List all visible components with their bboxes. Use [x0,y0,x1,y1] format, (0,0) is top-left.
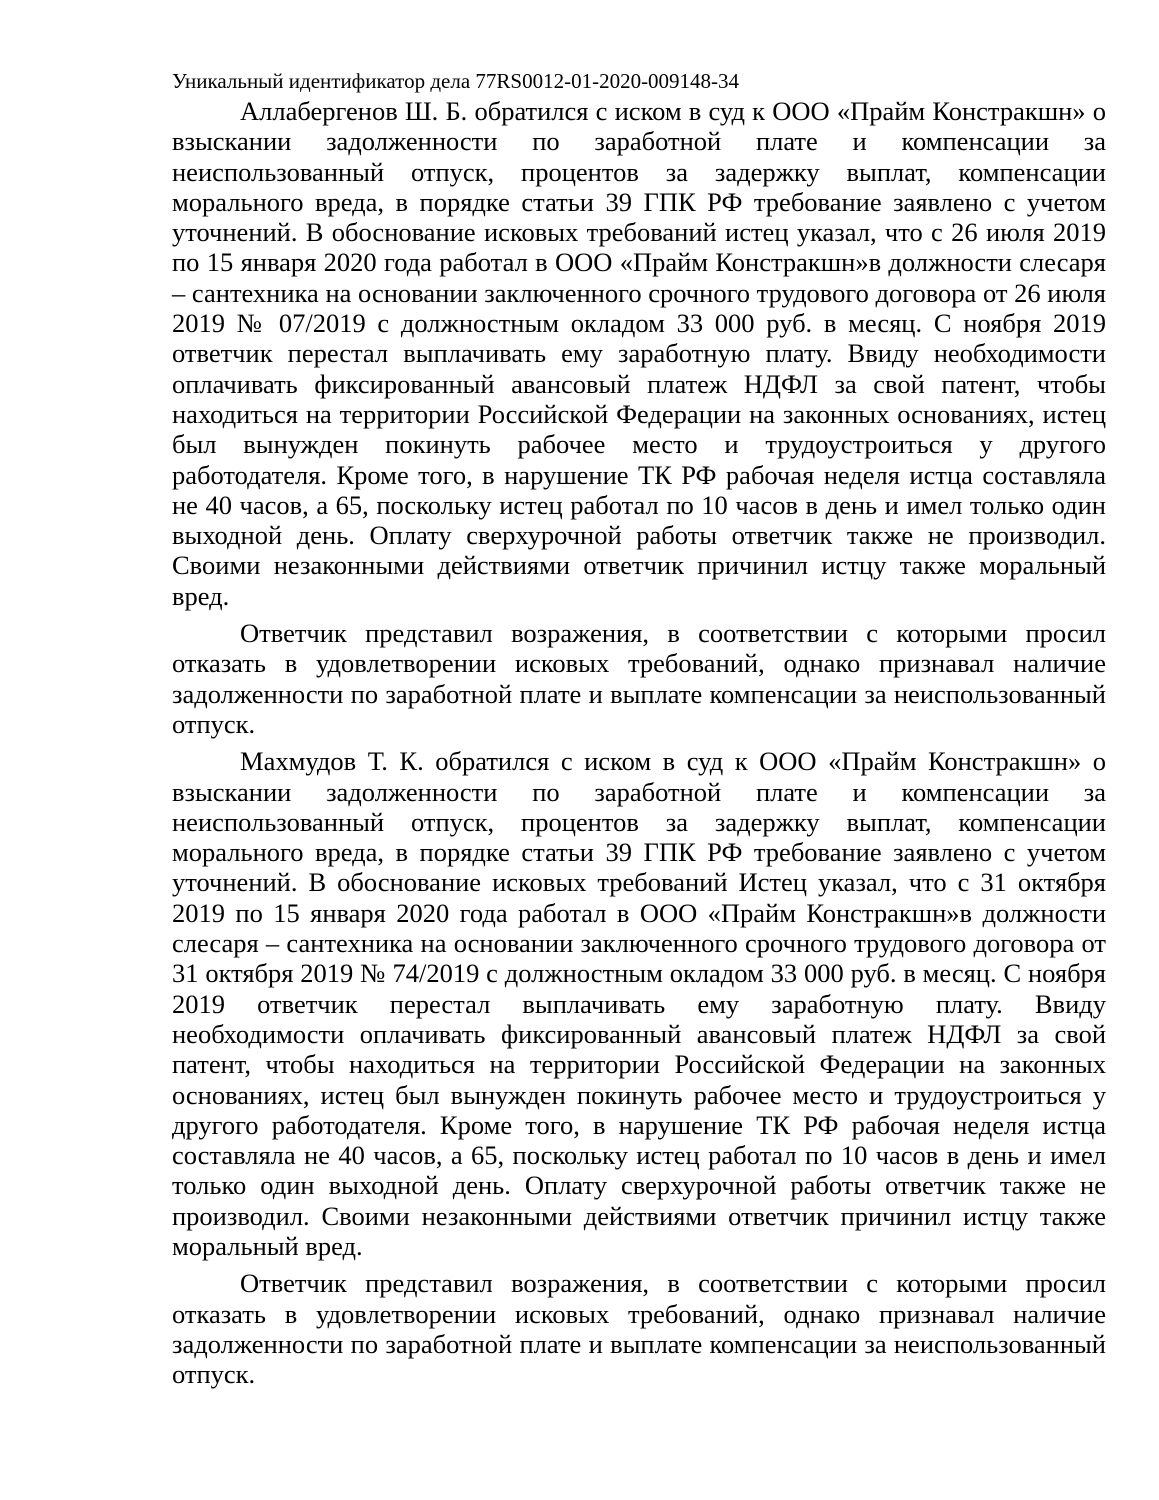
document-body [172,66,1106,1389]
paragraph-claim-makhmudov: Махмудов Т. К. обратился с иском в суд к ООО «Прайм Констракшн» о взыскании задолженности по заработной плате и компенсации за неиспользованный отпуск, процентов за задержку выплат, компенсации морального вреда, в порядке статьи 39 ГПК РФ требование заявлено с учетом уточнений. В обоснование исковых требований Истец указал, что с 31 октября 2019 по 15 января 2020 года работал в ООО «Прайм Констракшн»в должности слесаря – сантехника на основании заключенного срочного трудового договора от 31 октября 2019 № 74/2019 с должностным окладом 33 000 руб. в месяц. С ноября 2019 ответчик перестал выплачивать ему заработную плату. Ввиду необходимости оплачивать фиксированный авансовый платеж НДФЛ за свой патент, чтобы находиться на территории Российской Федерации на законных основаниях, истец был вынужден покинуть рабочее место и трудоустроиться у другого работодателя. Кроме того, в нарушение ТК РФ рабочая неделя истца составляла не 40 часов, а 65, поскольку истец работал по 10 часов в день и имел только один выходной день. Оплату сверхурочной работы ответчик также не производил. Своими незаконными действиями ответчик причинил истцу также моральный вред. [172,746,1106,1261]
paragraph-claim-allabergenov: Аллабергенов Ш. Б. обратился с иском в суд к ООО «Прайм Констракшн» о взыскании задолженности по заработной плате и компенсации за неиспользованный отпуск, процентов за задержку выплат, компенсации морального вреда, в порядке статьи 39 ГПК РФ требование заявлено с учетом уточнений. В обоснование исковых требований истец указал, что с 26 июля 2019 по 15 января 2020 года работал в ООО «Прайм Констракшн»в должности слесаря – сантехника на основании заключенного срочного трудового договора от 26 июля 2019 № 07/2019 с должностным окладом 33 000 руб. в месяц. С ноября 2019 ответчик перестал выплачивать ему заработную плату. Ввиду необходимости оплачивать фиксированный авансовый платеж НДФЛ за свой патент, чтобы находиться на территории Российской Федерации на законных основаниях, истец был вынужден покинуть рабочее место и трудоустроиться у другого работодателя. Кроме того, в нарушение ТК РФ рабочая неделя истца составляла не 40 часов, а 65, поскольку истец работал по 10 часов в день и имел только один выходной день. Оплату сверхурочной работы ответчик также не производил. Своими незаконными действиями ответчик причинил истцу также моральный вред. [172,96,1106,611]
paragraph-defendant-objection-2: Ответчик представил возражения, в соответствии с которыми просил отказать в удовлетворении исковых требований, однако признавал наличие задолженности по заработной плате и выплате компенсации за неиспользованный отпуск. [172,1268,1106,1390]
case-identifier: Уникальный идентификатор дела 77RS0012-01-2020-009148-34 [172,69,740,93]
paragraph-defendant-objection-1: Ответчик представил возражения, в соответствии с которыми просил отказать в удовлетворении исковых требований, однако признавал наличие задолженности по заработной плате и выплате компенсации за неиспользованный отпуск. [172,618,1106,739]
